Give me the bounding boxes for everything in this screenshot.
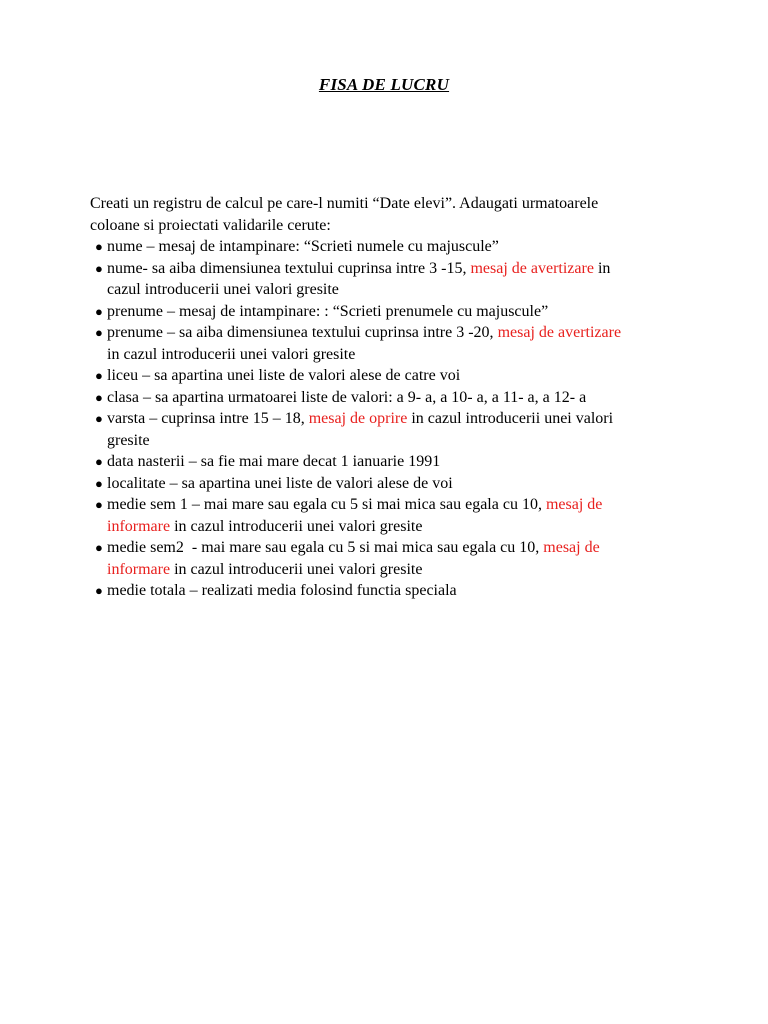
list-item [95,322,695,365]
list-item [95,537,695,580]
list-item [95,451,695,473]
item-text: medie sem 1 – mai mare sau egala cu 5 si mai mica sau egala cu 10, [107,496,546,513]
list-item [95,387,695,409]
item-text: varsta – cuprinsa intre 15 – 18, [107,410,309,427]
bullet-icon: ● [95,239,103,254]
item-text: data nasterii – sa fie mai mare decat 1 ianuarie 1991 [107,453,441,470]
requirements-list [95,236,695,602]
item-text: prenume – sa aiba dimensiunea textului cuprinsa intre 3 -20, [107,324,498,341]
item-text: clasa – sa apartina urmatoarei liste de valori: a 9- a, a 10- a, a 11- a, a 12- a [107,388,587,406]
bullet-icon: ● [95,475,103,491]
intro-line: Creati un registru de calcul pe care-l numiti “Date elevi”. Adaugati urmatoarele [90,195,599,212]
list-item [95,301,695,323]
intro-line: coloane si proiectati validarile cerute: [90,216,331,234]
item-text: in cazul introducerii unei valori gresite [170,517,423,535]
bullet-icon: ● [95,454,103,469]
bullet-icon: ● [95,260,103,276]
list-item [95,236,695,258]
bullet-icon: ● [95,303,103,319]
bullet-icon: ● [95,325,103,340]
bullet-icon: ● [95,583,103,598]
intro-paragraph [90,193,690,236]
list-item [95,408,695,451]
info-message-label: informare [107,517,171,535]
warning-message-label: mesaj de avertizare [470,259,594,277]
list-item [95,580,695,602]
bullet-icon: ● [95,411,103,426]
item-text: liceu – sa apartina unei liste de valori alese de catre voi [107,367,461,384]
info-message-label: informare [107,560,171,578]
item-text: medie sem2 - mai mare sau egala cu 5 si mai mica sau egala cu 10, [107,539,544,556]
item-text: in cazul introducerii unei valori [407,410,614,427]
item-text: nume- sa aiba dimensiunea textului cuprinsa intre 3 -15, [107,259,471,277]
list-item [95,258,695,301]
stop-message-label: mesaj de oprire [308,410,408,427]
info-message-label: mesaj de [543,539,600,556]
item-text: gresite [107,431,150,449]
bullet-icon: ● [95,497,103,512]
warning-message-label: mesaj de avertizare [497,324,622,341]
page-title: FISA DE LUCRU [318,75,450,94]
list-item [95,473,695,495]
bullet-icon: ● [95,389,103,405]
item-text: prenume – mesaj de intampinare: : “Scrieti prenumele cu majuscule” [107,302,549,320]
bullet-icon: ● [95,540,103,555]
item-text: in [593,259,611,277]
item-text: nume – mesaj de intampinare: “Scrieti numele cu majuscule” [107,238,499,255]
item-text: medie totala – realizati media folosind functia speciala [107,582,457,599]
item-text: in cazul introducerii unei valori gresite [170,560,423,578]
item-text: localitate – sa apartina unei liste de valori alese de voi [107,474,453,492]
info-message-label: mesaj de [545,496,603,513]
bullet-icon: ● [95,368,103,383]
list-item [95,365,695,387]
item-text: cazul introducerii unei valori gresite [107,281,339,298]
item-text: in cazul introducerii unei valori gresite [107,345,356,363]
list-item [95,494,695,537]
